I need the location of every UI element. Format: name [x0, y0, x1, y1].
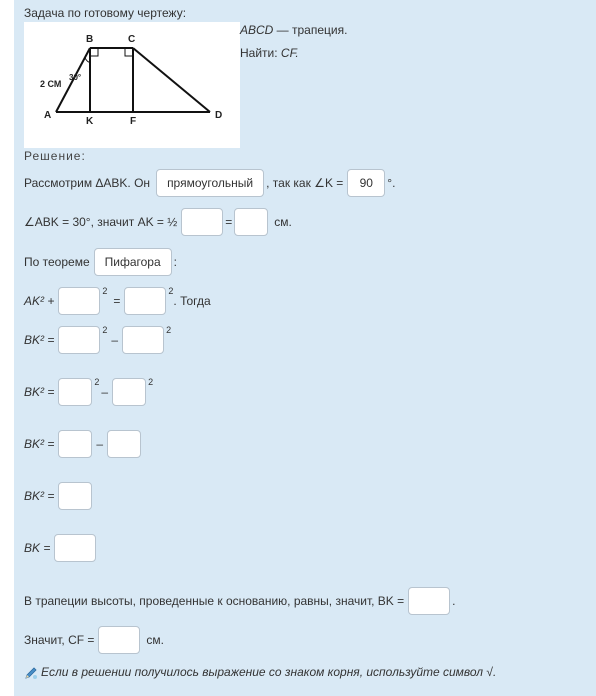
- task-panel: [14, 0, 596, 696]
- bk-sq-squared2-field[interactable]: [107, 430, 141, 458]
- line3-suffix: :: [173, 255, 177, 269]
- label-d: D: [215, 110, 223, 121]
- line6-prefix: BK² =: [24, 385, 55, 399]
- given-text: — трапеция.: [273, 23, 348, 37]
- line7-minus: –: [96, 437, 104, 451]
- given-statement: [240, 23, 347, 37]
- cf-answer-field[interactable]: [98, 626, 140, 654]
- ak-half-field[interactable]: [181, 208, 223, 236]
- solution-label: Решение:: [24, 149, 86, 163]
- square-exponent: 2: [102, 325, 108, 335]
- solution-line-4: [24, 286, 211, 316]
- line11-suffix: см.: [146, 633, 165, 647]
- triangle-type-field[interactable]: прямоугольный: [156, 169, 264, 197]
- solution-line-7: [24, 429, 143, 459]
- pythagoras-hyp-field[interactable]: [124, 287, 166, 315]
- square-exponent: 2: [102, 286, 108, 296]
- trapezoid-figure: [24, 22, 240, 148]
- line4-eq: =: [113, 294, 121, 308]
- line1-mid: , так как ∠K =: [266, 176, 344, 190]
- line9-prefix: BK =: [24, 541, 51, 555]
- line4-suffix: . Тогда: [173, 294, 211, 308]
- bk-sq-value1-field[interactable]: [58, 378, 92, 406]
- line2-eq: =: [225, 215, 233, 229]
- bk-sq-value2-field[interactable]: [112, 378, 146, 406]
- solution-line-2: [24, 207, 292, 237]
- hint-text: Если в решении получилось выражение со знаком корня, используйте символ √.: [41, 665, 497, 679]
- line6-minus: –: [101, 385, 109, 399]
- line5-prefix: BK² =: [24, 333, 55, 347]
- solution-line-1: [24, 168, 395, 198]
- square-exponent: 2: [166, 325, 172, 335]
- angle-label: 30°: [69, 73, 82, 82]
- bk-sq-term1-field[interactable]: [58, 326, 100, 354]
- bk-sq-result-field[interactable]: [58, 482, 92, 510]
- trapezoid-drawing: [24, 22, 240, 148]
- side-length-label: 2 СМ: [40, 79, 62, 89]
- line11-prefix: Значит, CF =: [24, 633, 95, 647]
- find-statement: [240, 46, 299, 60]
- line4-prefix: AK² +: [24, 294, 55, 308]
- line8-prefix: BK² =: [24, 489, 55, 503]
- line1-suffix: °.: [387, 176, 396, 190]
- label-f: F: [130, 116, 137, 127]
- solution-line-8: [24, 481, 94, 511]
- pythagoras-leg-field[interactable]: [58, 287, 100, 315]
- pencil-icon: [24, 666, 38, 680]
- solution-line-5: [24, 325, 171, 355]
- find-label: Найти:: [240, 46, 281, 60]
- solution-line-10: [24, 586, 456, 616]
- side-cd: [133, 48, 210, 112]
- solution-line-3: [24, 247, 177, 277]
- label-b: B: [86, 34, 94, 45]
- solution-line-9: [24, 533, 98, 563]
- ak-value-field[interactable]: [234, 208, 268, 236]
- bk-result-field[interactable]: [54, 534, 96, 562]
- line2-prefix: ∠ABK = 30°, значит AK = ½: [24, 215, 178, 229]
- task-title: Задача по готовому чертежу:: [24, 6, 187, 20]
- theorem-name-field[interactable]: Пифагора: [94, 248, 172, 276]
- square-exponent: 2: [168, 286, 174, 296]
- given-figure: ABCD: [240, 23, 274, 37]
- square-exponent: 2: [94, 377, 100, 387]
- label-c: C: [128, 34, 136, 45]
- square-exponent: 2: [148, 377, 154, 387]
- angle-k-field[interactable]: 90: [347, 169, 385, 197]
- line2-suffix: см.: [274, 215, 292, 229]
- line10-suffix: .: [452, 594, 456, 608]
- right-angle-mark-c: [125, 48, 133, 56]
- line3-prefix: По теореме: [24, 255, 90, 269]
- label-a: A: [44, 110, 52, 121]
- line10-prefix: В трапеции высоты, проведенные к основанию, равны, значит, BK =: [24, 594, 405, 608]
- solution-line-11: [24, 625, 164, 655]
- line7-prefix: BK² =: [24, 437, 55, 451]
- bk-sq-term2-field[interactable]: [122, 326, 164, 354]
- solution-line-6: [24, 377, 153, 407]
- line5-minus: –: [111, 333, 119, 347]
- right-angle-mark-b: [90, 48, 98, 56]
- line1-prefix: Рассмотрим ΔABK. Он: [24, 176, 151, 190]
- cf-equals-bk-field[interactable]: [408, 587, 450, 615]
- bk-sq-squared1-field[interactable]: [58, 430, 92, 458]
- hint-note: [24, 665, 496, 680]
- label-k: K: [86, 116, 94, 127]
- find-value: CF.: [280, 46, 299, 60]
